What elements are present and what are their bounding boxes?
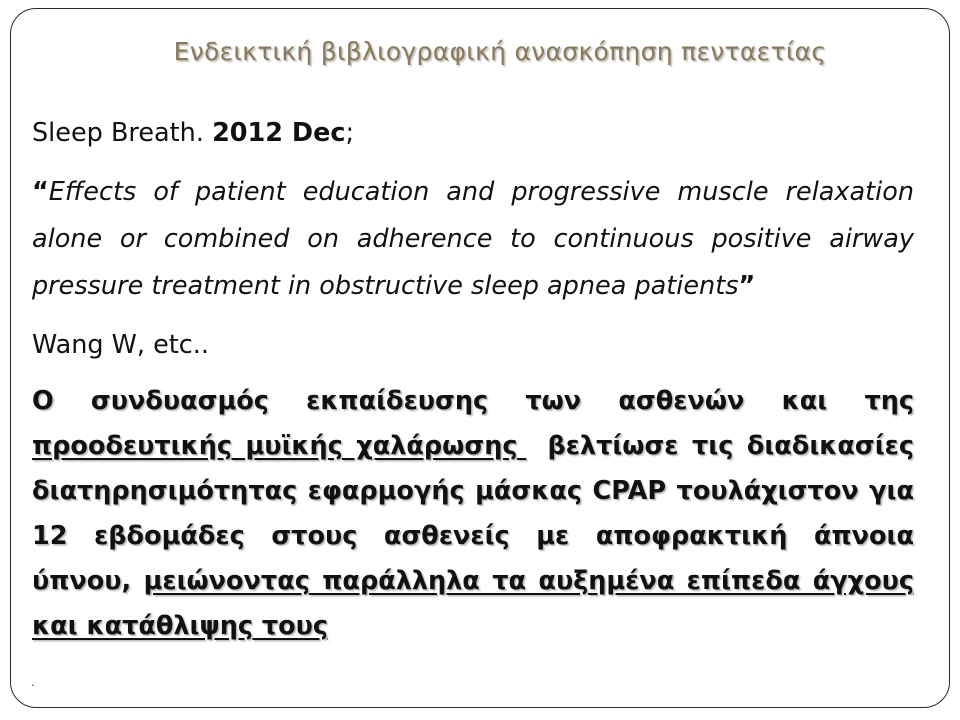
article-title: Effects of patient education and progressive muscle relaxation alone or combined on adherence to continuous positive airway pressure treatment in obstructive sleep apnea patients <box>32 177 914 301</box>
summary-paragraph <box>32 379 914 649</box>
publication-date: 2012 Dec <box>212 118 346 148</box>
summary-underlined-1: προοδευτικής μυϊκής χαλάρωσης <box>32 431 518 461</box>
open-quote: “ <box>32 177 49 207</box>
authors-line: Wang W, etc.. <box>32 330 210 360</box>
slide-title: Ενδεικτική βιβλιογραφική ανασκόπηση πενταετίας <box>173 37 827 66</box>
journal-name: Sleep Breath. <box>32 118 204 148</box>
summary-underlined-2: μειώνοντας παράλληλα τα αυξημένα επίπεδα άγχους και κατάθλιψης τους <box>32 566 914 641</box>
citation-separator: ; <box>345 118 355 148</box>
article-title-paragraph <box>32 169 914 310</box>
footer-dot: . <box>31 676 35 689</box>
journal-line <box>32 110 914 157</box>
underline-gap <box>517 424 547 469</box>
summary-text-2: βελτίωσε τις διαδικασίες διατηρησιμότητας εφαρμογής μάσκας CPAP τουλάχιστον για 12 εβδομάδες στους ασθενείς με αποφρακτική άπνοια ύπνου, <box>32 431 914 596</box>
summary-text-1: Ο συνδυασμός εκπαίδευσης των ασθενών και της <box>32 386 914 416</box>
close-quote: ” <box>738 271 756 301</box>
slide-body <box>32 110 914 649</box>
